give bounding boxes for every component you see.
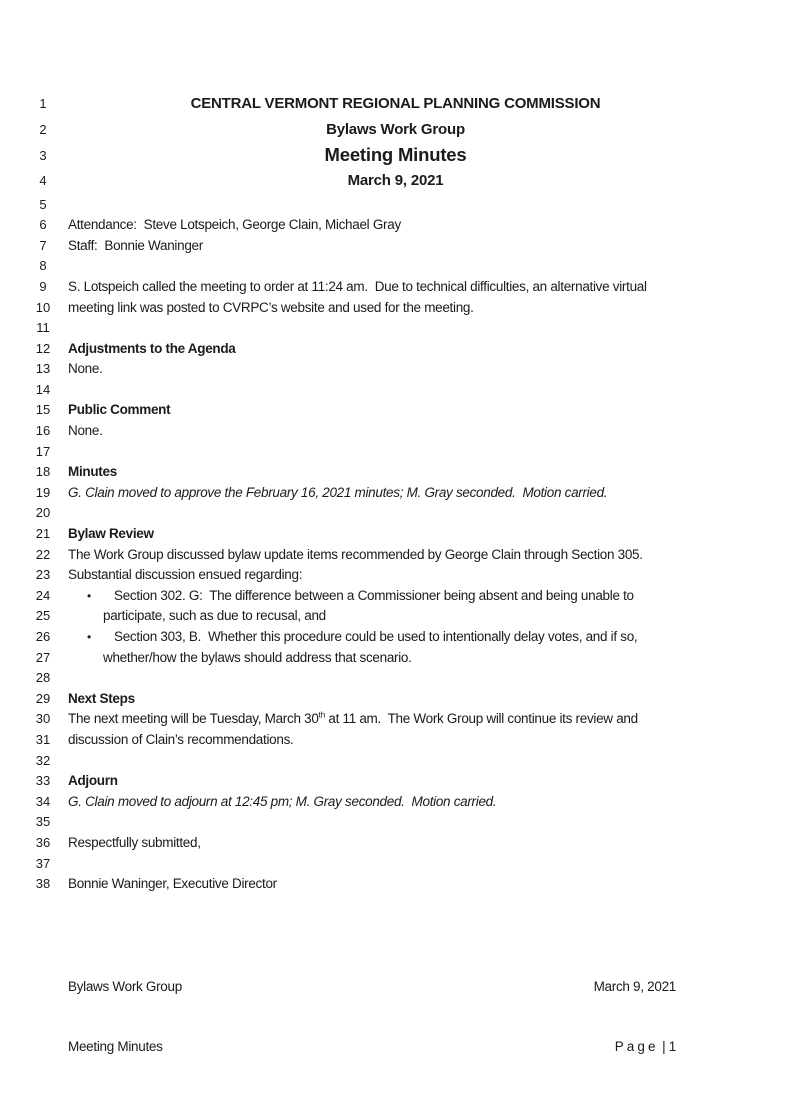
line-number: 15 [35,402,51,418]
document-line [31,544,723,565]
document-line [31,276,723,297]
line-number: 5 [39,196,47,212]
document-line [31,117,723,143]
line-text [68,835,723,850]
line-number: 16 [35,423,51,439]
line-number: 30 [35,711,51,727]
document-line [31,168,723,194]
text-segment: Bonnie Waninger, Executive Director [68,876,277,892]
document-line [31,585,723,606]
document-line [31,647,723,668]
document-line [31,420,723,441]
document-line [31,194,723,215]
line-number: 12 [35,340,51,356]
line-number: 29 [35,690,51,706]
document-line [31,256,723,277]
line-number: 10 [35,299,51,315]
line-number: 4 [39,173,47,189]
text-segment: S. Lotspeich called the meeting to order at 11:24 am. Due to technical difficulties, an alternative virtual [68,278,647,294]
document-line [31,853,723,874]
line-text [68,876,723,891]
line-text [68,423,723,438]
document-line [31,564,723,585]
document-line [31,791,723,812]
footer-right [593,937,676,1054]
line-number: 17 [35,443,51,459]
line-number: 7 [39,237,47,253]
line-number: 1 [39,96,47,112]
line-text [68,341,723,356]
text-segment: March 9, 2021 [347,172,444,190]
text-segment: Minutes [68,464,117,480]
line-number: 33 [35,773,51,789]
text-segment: Substantial discussion ensued regarding: [68,567,303,583]
line-number: 28 [35,670,51,686]
line-number: 23 [35,567,51,583]
line-text [68,794,723,809]
footer-page-number: P a g e | 1 [614,1039,676,1054]
bullet-icon: • [87,630,91,645]
text-segment: Section 303, B. Whether this procedure could be used to intentionally delay votes, and if so, [114,629,638,645]
document-line [31,667,723,688]
line-text [68,217,723,232]
text-segment: The next meeting will be Tuesday, March 30 [68,711,319,727]
text-segment: CENTRAL VERMONT REGIONAL PLANNING COMMISSION [190,95,601,113]
text-segment: whether/how the bylaws should address that scenario. [103,649,412,665]
document-line [31,297,723,318]
document-line [31,482,723,503]
document-line [31,770,723,791]
document-line [31,379,723,400]
footer-date: March 9, 2021 [593,979,676,994]
document-line [31,606,723,627]
document-line [31,626,723,647]
text-segment: G. Clain moved to adjourn at 12:45 pm; M. Gray seconded. Motion carried. [68,793,497,809]
line-number: 37 [35,855,51,871]
document-line [31,750,723,771]
text-segment: None. [68,423,103,439]
line-number: 13 [35,361,51,377]
line-text [68,650,723,665]
document-line [31,317,723,338]
line-text [68,485,723,500]
line-text [68,238,723,253]
text-segment: Bylaw Review [68,526,154,542]
text-segment: Section 302. G: The difference between a Commissioner being absent and being unable to [114,587,634,603]
footer-doc-type: Meeting Minutes [68,1039,163,1054]
text-segment: discussion of Clain’s recommendations. [68,731,294,747]
line-number: 18 [35,464,51,480]
document-line [31,235,723,256]
text-segment: participate, such as due to recusal, and [103,608,326,624]
line-number: 26 [35,629,51,645]
text-segment: Next Steps [68,690,135,706]
line-number: 34 [35,793,51,809]
line-text [68,588,723,603]
text-segment: Bylaws Work Group [326,121,465,139]
line-number: 22 [35,546,51,562]
document-line [31,688,723,709]
document-line [31,503,723,524]
line-number: 2 [39,122,47,138]
line-text [68,732,723,747]
line-text [68,361,723,376]
line-number: 19 [35,484,51,500]
line-text [68,121,723,138]
line-text [68,144,723,166]
line-text [68,691,723,706]
document-line [31,359,723,380]
line-number: 3 [39,147,47,163]
document-line [31,338,723,359]
footer-doc-group: Bylaws Work Group [68,979,182,994]
line-number: 14 [35,381,51,397]
text-segment: Attendance: Steve Lotspeich, George Clain, Michael Gray [68,217,401,233]
footer-left [68,937,182,1054]
document-line [31,832,723,853]
line-number: 25 [35,608,51,624]
text-segment: None. [68,361,103,377]
line-number: 8 [39,258,47,274]
line-text [68,567,723,582]
text-segment: Staff: Bonnie Waninger [68,237,203,253]
line-number: 31 [35,731,51,747]
text-segment: at 11 am. The Work Group will continue its review and [324,711,638,727]
line-number: 32 [35,752,51,768]
line-number: 11 [36,320,50,336]
superscript-text: th [318,709,325,720]
line-text [68,172,723,189]
line-text [68,95,723,112]
line-number: 35 [35,814,51,830]
document-line [31,461,723,482]
line-number: 24 [35,587,51,603]
line-number: 9 [39,278,47,294]
line-text [68,526,723,541]
line-text [68,608,723,623]
text-segment: Meeting Minutes [324,144,467,166]
line-number: 6 [39,217,47,233]
text-segment: Respectfully submitted, [68,834,201,850]
text-segment: meeting link was posted to CVRPC’s website and used for the meeting. [68,299,474,315]
document-line [31,812,723,833]
document-line [31,441,723,462]
document-line [31,91,723,117]
line-text [68,629,723,644]
text-segment: G. Clain moved to approve the February 16, 2021 minutes; M. Gray seconded. Motion carried. [68,484,608,500]
text-segment: Public Comment [68,402,171,418]
line-number: 20 [35,505,51,521]
line-number: 38 [35,876,51,892]
line-text [68,300,723,315]
text-segment: Adjourn [68,773,118,789]
document-line [31,142,723,168]
document-line [31,214,723,235]
document-line [31,729,723,750]
document-line [31,523,723,544]
line-text [68,773,723,788]
line-number: 21 [35,526,51,542]
text-segment: The Work Group discussed bylaw update items recommended by George Clain through Section 305. [68,546,643,562]
line-text [68,464,723,479]
text-segment: Adjustments to the Agenda [68,340,236,356]
line-number: 27 [35,649,51,665]
line-text [68,711,723,726]
document-line [31,400,723,421]
line-number: 36 [35,834,51,850]
bullet-icon: • [87,588,91,603]
document-line [31,709,723,730]
line-text [68,547,723,562]
document-line [31,873,723,894]
line-text [68,279,723,294]
line-text [68,402,723,417]
